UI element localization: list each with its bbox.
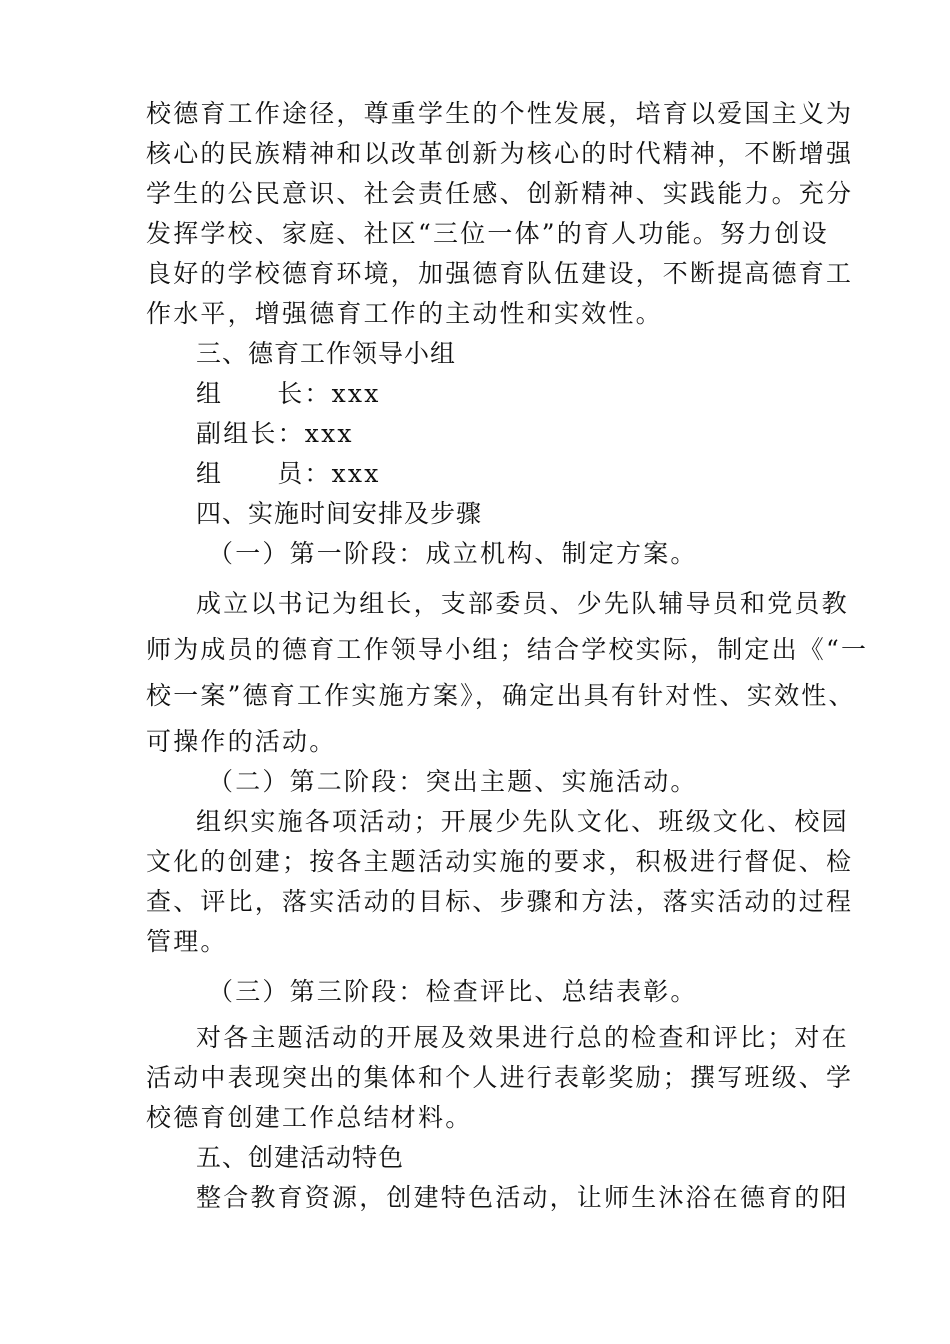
member-label-a: 组 (196, 459, 224, 488)
text-line: 管理。 (146, 927, 228, 956)
leader-label-b: 长：xxx (277, 379, 381, 408)
text-line: 可操作的活动。 (146, 727, 337, 756)
section-3-heading: 三、德育工作领导小组 (196, 339, 457, 368)
leader-line (146, 374, 811, 414)
leader-label-a: 组 (196, 379, 224, 408)
text-line: 师为成员的德育工作领导小组；结合学校实际，制定出《“一 (146, 635, 869, 664)
stage-3-title: （三）第三阶段：检查评比、总结表彰。 (208, 977, 698, 1006)
section-5-heading: 五、创建活动特色 (196, 1143, 405, 1172)
intro-paragraph (146, 94, 854, 334)
section-5-paragraph (146, 1178, 849, 1218)
text-line: 良好的学校德育环境，加强德育队伍建设，不断提高德育工 (146, 259, 854, 288)
document-page (146, 94, 869, 1218)
deputy-line: 副组长：xxx (196, 419, 354, 448)
stage-1-paragraph (146, 584, 869, 762)
text-line: 核心的民族精神和以改革创新为核心的时代精神，不断增强 (146, 139, 854, 168)
stage-1-title: （一）第一阶段：成立机构、制定方案。 (208, 539, 698, 568)
text-line: 活动中表现突出的集体和个人进行表彰奖励；撰写班级、学 (146, 1063, 854, 1092)
text-line: 学生的公民意识、社会责任感、创新精神、实践能力。充分 (146, 179, 854, 208)
stage-2-title: （二）第二阶段：突出主题、实施活动。 (208, 767, 698, 796)
text-line: 对各主题活动的开展及效果进行总的检查和评比；对在 (196, 1023, 849, 1052)
text-line: 发挥学校、家庭、社区“三位一体”的育人功能。努力创设 (146, 219, 829, 248)
text-line: 校德育工作途径，尊重学生的个性发展，培育以爱国主义为 (146, 99, 854, 128)
text-line: 校一案”德育工作实施方案》，确定出具有针对性、实效性、 (146, 681, 856, 710)
member-label-b: 员：xxx (277, 459, 381, 488)
text-line: 作水平，增强德育工作的主动性和实效性。 (146, 299, 663, 328)
text-line: 文化的创建；按各主题活动实施的要求，积极进行督促、检 (146, 847, 854, 876)
section-4-heading: 四、实施时间安排及步骤 (196, 499, 483, 528)
stage-2-paragraph (146, 802, 854, 962)
text-line: 校德育创建工作总结材料。 (146, 1103, 473, 1132)
text-line: 成立以书记为组长，支部委员、少先队辅导员和党员教 (196, 589, 849, 618)
member-line (146, 454, 811, 494)
stage-3-paragraph (146, 1018, 854, 1138)
text-line: 组织实施各项活动；开展少先队文化、班级文化、校园 (196, 807, 849, 836)
text-line: 查、评比，落实活动的目标、步骤和方法，落实活动的过程 (146, 887, 854, 916)
text-line: 整合教育资源，创建特色活动，让师生沐浴在德育的阳 (196, 1183, 849, 1212)
